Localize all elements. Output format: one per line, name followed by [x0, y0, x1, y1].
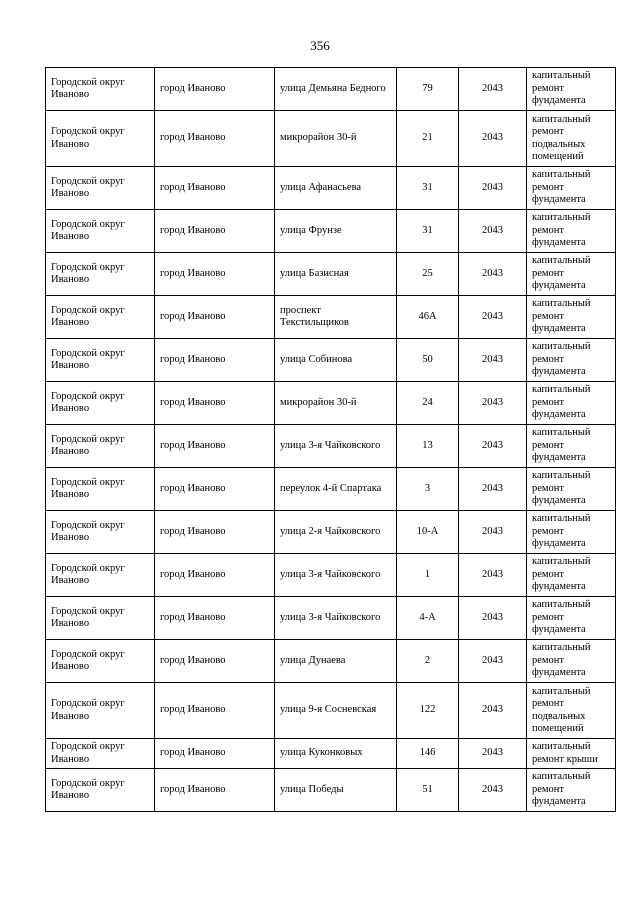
- okrug-cell: Городской округ Иваново: [46, 468, 155, 511]
- city-cell: город Иваново: [155, 640, 275, 683]
- year-cell: 2043: [459, 111, 527, 167]
- city-cell: город Иваново: [155, 210, 275, 253]
- city-cell: город Иваново: [155, 382, 275, 425]
- house-number-cell: 3: [397, 468, 459, 511]
- table-row: [46, 554, 616, 597]
- city-cell: город Иваново: [155, 554, 275, 597]
- work-type-cell: капитальный ремонт фундамента: [527, 382, 616, 425]
- work-type-cell: капитальный ремонт фундамента: [527, 640, 616, 683]
- table-row: [46, 382, 616, 425]
- table-row: [46, 167, 616, 210]
- year-cell: 2043: [459, 640, 527, 683]
- city-cell: город Иваново: [155, 468, 275, 511]
- work-type-cell: капитальный ремонт фундамента: [527, 769, 616, 812]
- street-cell: микрорайон 30-й: [275, 382, 397, 425]
- okrug-cell: Городской округ Иваново: [46, 339, 155, 382]
- year-cell: 2043: [459, 296, 527, 339]
- year-cell: 2043: [459, 210, 527, 253]
- year-cell: 2043: [459, 597, 527, 640]
- work-type-cell: капитальный ремонт фундамента: [527, 339, 616, 382]
- street-cell: переулок 4-й Спартака: [275, 468, 397, 511]
- city-cell: город Иваново: [155, 683, 275, 739]
- house-number-cell: 31: [397, 210, 459, 253]
- city-cell: город Иваново: [155, 597, 275, 640]
- house-number-cell: 46А: [397, 296, 459, 339]
- okrug-cell: Городской округ Иваново: [46, 769, 155, 812]
- table-row: [46, 253, 616, 296]
- city-cell: город Иваново: [155, 167, 275, 210]
- street-cell: улица Демьяна Бедного: [275, 68, 397, 111]
- work-type-cell: капитальный ремонт фундамента: [527, 468, 616, 511]
- work-type-cell: капитальный ремонт подвальных помещений: [527, 683, 616, 739]
- city-cell: город Иваново: [155, 68, 275, 111]
- year-cell: 2043: [459, 468, 527, 511]
- house-number-cell: 51: [397, 769, 459, 812]
- house-number-cell: 2: [397, 640, 459, 683]
- work-type-cell: капитальный ремонт фундамента: [527, 167, 616, 210]
- city-cell: город Иваново: [155, 339, 275, 382]
- year-cell: 2043: [459, 425, 527, 468]
- work-type-cell: капитальный ремонт фундамента: [527, 253, 616, 296]
- city-cell: город Иваново: [155, 296, 275, 339]
- street-cell: улица Победы: [275, 769, 397, 812]
- house-number-cell: 25: [397, 253, 459, 296]
- okrug-cell: Городской округ Иваново: [46, 597, 155, 640]
- table-row: [46, 511, 616, 554]
- work-type-cell: капитальный ремонт фундамента: [527, 597, 616, 640]
- house-number-cell: 13: [397, 425, 459, 468]
- work-type-cell: капитальный ремонт фундамента: [527, 296, 616, 339]
- street-cell: микрорайон 30-й: [275, 111, 397, 167]
- okrug-cell: Городской округ Иваново: [46, 511, 155, 554]
- street-cell: проспект Текстильщиков: [275, 296, 397, 339]
- table-row: [46, 296, 616, 339]
- house-number-cell: 146: [397, 739, 459, 769]
- year-cell: 2043: [459, 339, 527, 382]
- repair-schedule-table: [45, 67, 616, 812]
- city-cell: город Иваново: [155, 425, 275, 468]
- table-row: [46, 210, 616, 253]
- year-cell: 2043: [459, 554, 527, 597]
- work-type-cell: капитальный ремонт фундамента: [527, 210, 616, 253]
- okrug-cell: Городской округ Иваново: [46, 253, 155, 296]
- year-cell: 2043: [459, 167, 527, 210]
- table-row: [46, 769, 616, 812]
- okrug-cell: Городской округ Иваново: [46, 640, 155, 683]
- table-row: [46, 68, 616, 111]
- okrug-cell: Городской округ Иваново: [46, 683, 155, 739]
- street-cell: улица Собинова: [275, 339, 397, 382]
- work-type-cell: капитальный ремонт подвальных помещений: [527, 111, 616, 167]
- okrug-cell: Городской округ Иваново: [46, 111, 155, 167]
- table-row: [46, 640, 616, 683]
- table-row: [46, 739, 616, 769]
- house-number-cell: 1: [397, 554, 459, 597]
- street-cell: улица Куконковых: [275, 739, 397, 769]
- street-cell: улица Дунаева: [275, 640, 397, 683]
- street-cell: улица Базисная: [275, 253, 397, 296]
- year-cell: 2043: [459, 382, 527, 425]
- okrug-cell: Городской округ Иваново: [46, 382, 155, 425]
- street-cell: улица Фрунзе: [275, 210, 397, 253]
- street-cell: улица 2-я Чайковского: [275, 511, 397, 554]
- street-cell: улица Афанасьева: [275, 167, 397, 210]
- work-type-cell: капитальный ремонт фундамента: [527, 554, 616, 597]
- okrug-cell: Городской округ Иваново: [46, 296, 155, 339]
- city-cell: город Иваново: [155, 511, 275, 554]
- city-cell: город Иваново: [155, 111, 275, 167]
- work-type-cell: капитальный ремонт фундамента: [527, 511, 616, 554]
- city-cell: город Иваново: [155, 769, 275, 812]
- table-row: [46, 597, 616, 640]
- okrug-cell: Городской округ Иваново: [46, 68, 155, 111]
- street-cell: улица 9-я Сосневская: [275, 683, 397, 739]
- okrug-cell: Городской округ Иваново: [46, 739, 155, 769]
- street-cell: улица 3-я Чайковского: [275, 554, 397, 597]
- city-cell: город Иваново: [155, 739, 275, 769]
- house-number-cell: 10-А: [397, 511, 459, 554]
- year-cell: 2043: [459, 511, 527, 554]
- work-type-cell: капитальный ремонт фундамента: [527, 425, 616, 468]
- street-cell: улица 3-я Чайковского: [275, 597, 397, 640]
- table-row: [46, 339, 616, 382]
- table-row: [46, 425, 616, 468]
- house-number-cell: 31: [397, 167, 459, 210]
- table-row: [46, 468, 616, 511]
- table-body: [46, 68, 616, 812]
- table-row: [46, 111, 616, 167]
- work-type-cell: капитальный ремонт фундамента: [527, 68, 616, 111]
- year-cell: 2043: [459, 683, 527, 739]
- year-cell: 2043: [459, 253, 527, 296]
- house-number-cell: 50: [397, 339, 459, 382]
- okrug-cell: Городской округ Иваново: [46, 210, 155, 253]
- year-cell: 2043: [459, 769, 527, 812]
- city-cell: город Иваново: [155, 253, 275, 296]
- work-type-cell: капитальный ремонт крыши: [527, 739, 616, 769]
- okrug-cell: Городской округ Иваново: [46, 425, 155, 468]
- house-number-cell: 21: [397, 111, 459, 167]
- year-cell: 2043: [459, 739, 527, 769]
- house-number-cell: 122: [397, 683, 459, 739]
- okrug-cell: Городской округ Иваново: [46, 554, 155, 597]
- house-number-cell: 24: [397, 382, 459, 425]
- house-number-cell: 4-А: [397, 597, 459, 640]
- table-row: [46, 683, 616, 739]
- okrug-cell: Городской округ Иваново: [46, 167, 155, 210]
- house-number-cell: 79: [397, 68, 459, 111]
- page-number: 356: [310, 38, 330, 53]
- street-cell: улица 3-я Чайковского: [275, 425, 397, 468]
- year-cell: 2043: [459, 68, 527, 111]
